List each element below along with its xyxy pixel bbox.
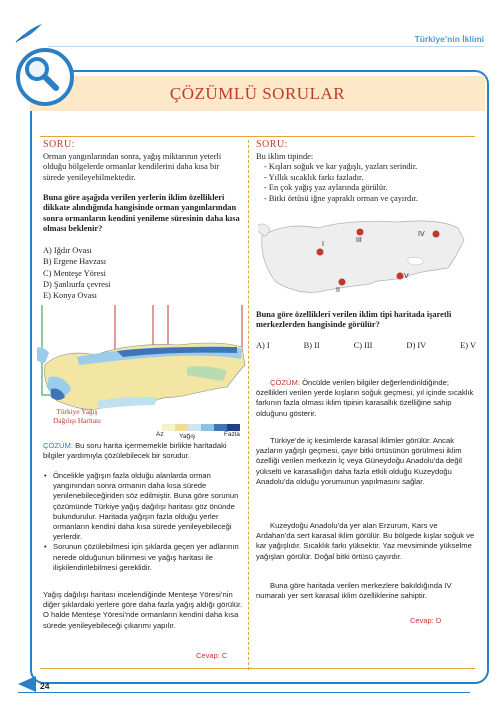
bullet-1: • Öncelikle yağışın fazla olduğu alanlarda orman yangınından sonra ormanın daha kısa sürede yenilenebileceğinden söz edilmiştir. Buna göre sorunun çözümünde Türkiye yağış dağılışı haritası göz önünde bulundurulur. Haritada yağışın fazla olduğu yerler ormanların kendini daha kısa sürede yenileyebileceği yerlerdir. [43, 471, 243, 542]
question-prompt-right: Buna göre özellikleri verilen iklim tipi haritada işaretli merkezlerden hangisinde görülür? [256, 310, 452, 330]
bullet-2: • Sorunun çözülebilmesi için şıklarda geçen yer adlarının nerede olduğunun bilinmesi ve yağış haritası ile ilişkilendirilebilmesi gereklidir. [43, 542, 243, 573]
solution-paragraph-2: Türkiye’de iç kesimlerde karasal iklimler görülür. Ancak yazların yağışlı geçmesi, çayır bitki örtüsünün görülmesi iklim özelliği verilen merkezin İç veya Güneydoğu Anadolu’da değil yükselti ve karasallığın daha fazla etkili olduğu Kuzeydoğu Anadolu’da olduğu yorumunun yapılmasını sağlar. [256, 436, 462, 486]
options-right [256, 341, 476, 350]
center-label-1: I [322, 241, 324, 248]
page-number: 24 [40, 681, 50, 691]
feature-2: - Yıllık sıcaklık farkı fazladır. [264, 172, 364, 182]
climate-features [256, 162, 476, 204]
center-point-1 [317, 249, 324, 256]
option-b-right: B) II [303, 341, 320, 350]
page-arrow-icon [18, 676, 36, 692]
question-prompt-left: Buna göre aşağıda verilen yerlerin iklim özellikleri dikkate alındığında hangisinde orman yangınlarından sonra ormanların kendini yenileme süresinin daha kısa olması beklenir? [43, 193, 240, 233]
solution-intro-left: Bu soru harita içermemekle birlikte haritadaki bilgiler yardımıyla çözülebilecek bir sorudur. [43, 441, 227, 461]
legend-title: Yağış [179, 433, 196, 440]
solution-paragraph-3: Kuzeydoğu Anadolu’da yer alan Erzurum, Kars ve Ardahan’da sert karasal iklim görülür. Bu bölgede kışlar soğuk ve kar yağışlıdır. Sıcaklık farkı yüksektir. Yaz mevsiminde yükselme yağışları görülür. Doğal bitki örtüsü çayırdır. [256, 521, 475, 561]
feature-1: - Kışları soğuk ve kar yağışlı, yazları serindir. [264, 162, 418, 171]
center-point-3 [357, 229, 364, 236]
center-label-3: III [356, 237, 362, 244]
answer-left: Cevap: C [196, 651, 228, 660]
answer-right: Cevap: D [410, 616, 442, 625]
map-caption-line2: Dağılışı Haritası [52, 416, 102, 425]
option-d-right: D) IV [406, 341, 427, 350]
option-c-right: C) III [353, 341, 373, 350]
map-caption-line1: Türkiye Yağış [56, 407, 98, 416]
solution-intro-right: Öncülde verilen bilgiler değerlendirildiğinde; özellikleri verilen yerde kışların soğuk geçmesi, yıl içinde sıcaklık farkının fazla olması iklim tipinin karasallık özelliğine sahip olduğunu gösterir. [256, 378, 474, 418]
divider-top [40, 136, 475, 137]
question-text-left: Orman yangınlarından sonra, yağış miktarının yeterli olduğu bölgelerde ormanlar kendilerini daha kısa bir sürede yenileyebilmektedir. [43, 152, 222, 182]
column-divider [248, 140, 250, 670]
solution-right [256, 378, 476, 419]
footer-rule [18, 692, 470, 693]
center-point-5 [397, 273, 404, 280]
center-label-5: V [404, 273, 409, 280]
legend-low: Az [156, 431, 164, 438]
option-b: B) Ergene Havzası [43, 257, 107, 267]
center-label-4: IV [418, 231, 425, 238]
legend-scale [162, 424, 240, 431]
header-rule [48, 46, 484, 47]
solution-paragraph-4: Buna göre haritada verilen merkezlere bakıldığında IV numaralı yer sert karasal iklim özelliklerine sahiptir. [256, 581, 452, 601]
center-label-2: II [336, 287, 340, 294]
solution-label-right: ÇÖZÜM: [270, 378, 300, 387]
option-a-right: A) I [256, 341, 270, 350]
option-a: A) Iğdır Ovası [43, 246, 92, 255]
feature-3: - En çok yağış yaz aylarında görülür. [264, 183, 388, 193]
solution-left [43, 441, 243, 461]
question-label-right: SORU: [256, 139, 288, 150]
option-e: E) Konya Ovası [43, 291, 97, 301]
section-title: Türkiye’nin İklimi [414, 34, 484, 44]
question-intro-right: Bu iklim tipinde: [256, 152, 314, 161]
page-title: ÇÖZÜMLÜ SORULAR [169, 84, 346, 103]
question-label-left: SORU: [43, 139, 75, 150]
option-e-right: E) V [460, 341, 476, 350]
center-point-4 [433, 231, 440, 238]
divider-bottom [40, 668, 475, 669]
feather-pen-icon [14, 22, 44, 44]
option-d: D) Şanlıurfa çevresi [43, 279, 111, 289]
options-left [43, 245, 193, 301]
solution-label-left: ÇÖZÜM: [43, 441, 73, 450]
option-c: C) Menteşe Yöresi [43, 268, 106, 278]
map-caption [38, 407, 116, 425]
feature-4: - Bitki örtüsü iğne yapraklı orman ve çayırdır. [264, 193, 418, 203]
solution-conclusion-left: Yağış dağılışı haritası incelendiğinde Menteşe Yöresi’nin diğer şıklardaki yerlere göre daha fazla yağış aldığı görülür. O halde Menteşe Yöresi’nde ormanların kendini daha kısa sürede yenileyebileceği çıkarımı yapılır. [43, 590, 243, 630]
turkey-centers-map [258, 212, 468, 304]
center-point-2 [339, 279, 346, 286]
solution-bullets [43, 471, 243, 573]
legend-high: Fazla [224, 431, 240, 438]
